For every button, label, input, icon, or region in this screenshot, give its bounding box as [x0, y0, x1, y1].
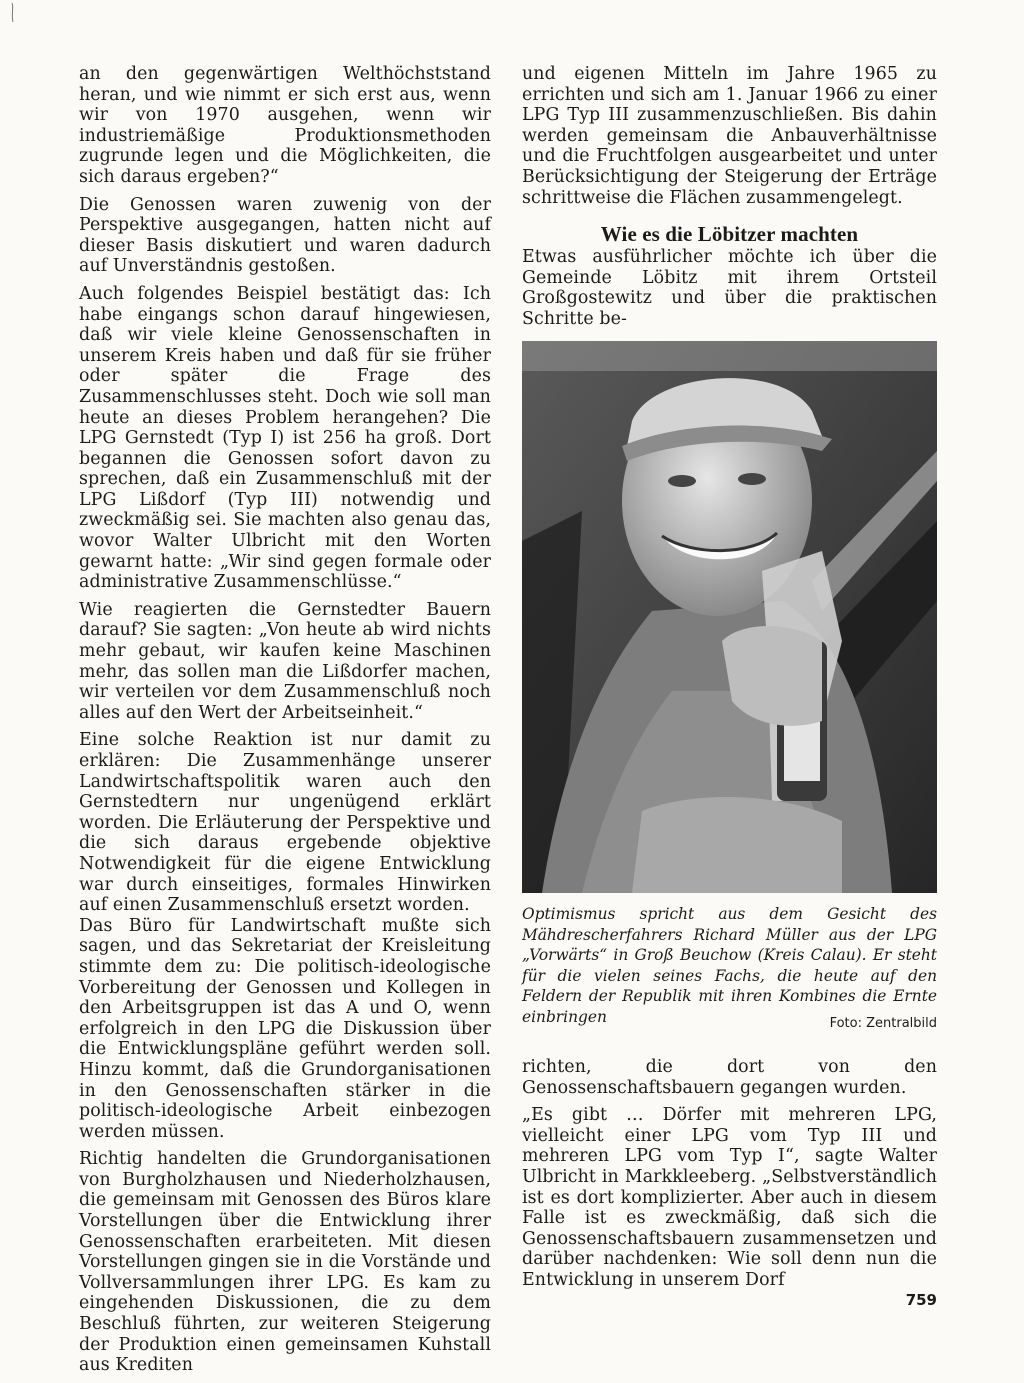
paragraph: Auch folgendes Beispiel bestätigt das: Ich habe eingangs schon darauf hingewiesen, daß wir viele kleine Genossenschaften in unserem Kreis haben und daß für sie früher oder später die Frage des Zusammenschlusses steht. Doch wie soll man heute an dieses Problem herangehen? Die LPG Gernstedt (Typ I) ist 256 ha groß. Dort begannen die Genossen sofort davon zu sprechen, daß ein Zusammenschluß mit der LPG Lißdorf (Typ III) notwendig und zweckmäßig sei. Sie machten also genau das, wovor Walter Ulbricht mit den Worten gewarnt hatte: „Wir sind gegen formale oder administrative Zusammenschlüsse.“: [79, 283, 491, 593]
paragraph: „Es gibt … Dörfer mit mehreren LPG, vielleicht einer LPG vom Typ III und mehreren LPG vom Typ I“, sagte Walter Ulbricht in Markkleeberg. „Selbstverständlich ist es dort komplizierter. Aber auch in diesem Falle ist es zweckmäßig, daß sich die Genossenschaftsbauern zusammensetzen und darüber nachdenken: Wie soll denn nun die Entwicklung in unserem Dorf: [522, 1105, 937, 1290]
portrait-photo: [522, 341, 937, 893]
paragraph: Die Genossen waren zuwenig von der Perspektive ausgegangen, hatten nicht auf dieser Basis diskutiert und waren dadurch auf Unverständnis gestoßen.: [79, 194, 491, 277]
left-column: [79, 64, 491, 1383]
right-column-bottom: [522, 1057, 937, 1298]
paragraph: Etwas ausführlicher möchte ich über die Gemeinde Löbitz mit ihrem Ortsteil Großgostewitz und über die praktischen Schritte be-: [522, 247, 937, 329]
photo-caption: Optimismus spricht aus dem Gesicht des Mähdrescherfahrers Richard Müller aus der LPG „Vorwärts“ in Groß Beuchow (Kreis Calau). Er steht für die vielen seines Fachs, die heute auf den Feldern der Republik mit ihren Kombines die Ernte einbringen: [522, 905, 937, 1026]
paragraph: Richtig handelten die Grundorganisationen von Burgholzhausen und Niederholzhausen, die gemeinsam mit Genossen des Büros klare Vorstellungen über die Entwicklung ihrer Genossenschaften erarbeiteten. Mit diesen Vorstellungen gingen sie in die Vorstände und Vollversammlungen ihrer LPG. Es kam zu eingehenden Diskussionen, die zu dem Beschluß führten, zur weiteren Steigerung der Produktion einen gemeinsamen Kuhstall aus Krediten: [79, 1149, 491, 1376]
paragraph: an den gegenwärtigen Welthöchststand heran, und wie nimmt er sich erst aus, wenn wir von 1970 ausgehen, wenn wir industriemäßige Produktionsmethoden zugrunde legen und die Möglichkeiten, die sich daraus ergeben?“: [79, 64, 491, 187]
margin-mark: [8, 2, 22, 24]
section-heading: Wie es die Löbitzer machten: [600, 222, 859, 247]
photo-illustration: [522, 341, 937, 893]
paragraph: Das Büro für Landwirtschaft mußte sich sagen, und das Sekretariat der Kreisleitung stimmte dem zu: Die politisch-ideologische Vorbereitung der Genossen und Kollegen in den Arbeitsgruppen ist das A und O, wenn erfolgreich in den LPG die Diskussion über die Entwicklungspläne geführt werden soll. Hinzu kommt, daß die Grundorganisationen in den Genossenschaften stärker in die politisch-ideologische Arbeit einbezogen werden müssen.: [79, 915, 491, 1142]
photo-credit: Foto: Zentralbild: [829, 1016, 937, 1031]
right-column-top: [522, 64, 937, 337]
paragraph: Eine solche Reaktion ist nur damit zu erklären: Die Zusammenhänge unserer Landwirtschaftspolitik waren auch den Gernstedtern nur ungenügend erklärt worden. Die Erläuterung der Perspektive und die sich daraus ergebende objektive Notwendigkeit für die eigene Entwicklung war durch einseitiges, formales Hinwirken auf einen Zusammenschluß ersetzt worden.: [79, 730, 491, 916]
paragraph: richten, die dort von den Genossenschaftsbauern gegangen wurden.: [522, 1057, 937, 1098]
paragraph: Wie reagierten die Gernstedter Bauern darauf? Sie sagten: „Von heute ab wird nichts mehr gebaut, wir kaufen keine Maschinen mehr, das sollen man die Lißdorfer machen, wir verteilen vor dem Zusammenschluß noch alles auf den Wert der Arbeitseinheit.“: [79, 599, 491, 723]
paragraph: und eigenen Mitteln im Jahre 1965 zu errichten und sich am 1. Januar 1966 zu einer LPG Typ III zusammenzuschließen. Bis dahin werden gemeinsam die Anbauverhältnisse und die Fruchtfolgen ausgearbeitet und unter Berücksichtigung der Steigerung der Erträge schrittweise die Flächen zusammengelegt.: [522, 64, 937, 208]
page-number: 759: [905, 1291, 937, 1309]
